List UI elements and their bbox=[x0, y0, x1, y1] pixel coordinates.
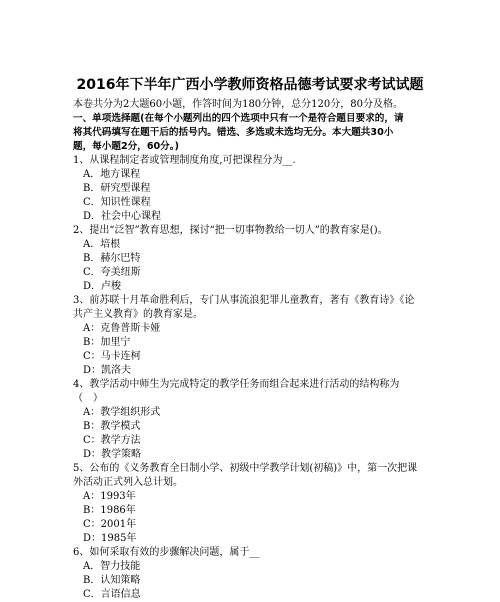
question-4-option-b: B：教学模式 bbox=[83, 421, 141, 432]
question-3-stem-line-1: 3、前苏联十月革命胜利后，专门从事流浪犯罪儿童教育，著有《教育诗》《论 bbox=[73, 295, 415, 306]
question-1-option-d: D．社会中心课程 bbox=[83, 211, 162, 222]
question-6-option-a: A．智力技能 bbox=[83, 561, 141, 572]
question-2-option-a: A．培根 bbox=[83, 239, 121, 250]
page-title: 2016年下半年广西小学教师资格品德考试要求考试试题 bbox=[76, 77, 424, 93]
question-2-option-b: B．赫尔巴特 bbox=[83, 253, 141, 264]
question-4-stem-line-1: 4、教学活动中师生为完成特定的教学任务而组合起来进行活动的结构称为 bbox=[73, 379, 400, 390]
question-6-option-c: C．言语信息 bbox=[83, 589, 141, 600]
question-3-option-c: C：马卡连柯 bbox=[83, 351, 141, 362]
question-6-option-b: B．认知策略 bbox=[83, 575, 141, 586]
question-5-option-b: B：1986年 bbox=[83, 505, 136, 516]
question-1-stem: 1、从课程制定者或管理制度角度,可把课程分为__. bbox=[73, 155, 296, 166]
question-4-option-a: A：教学组织形式 bbox=[83, 407, 161, 418]
question-3-option-d: D：凯洛夫 bbox=[83, 365, 132, 376]
question-4-option-d: D：教学策略 bbox=[83, 449, 142, 460]
question-6-stem: 6、如何采取有效的步骤解决问题，属于__ bbox=[73, 547, 260, 558]
question-5-option-d: D：1985年 bbox=[83, 533, 137, 544]
section-heading-line-2: 将其代码填写在题干后的括号内。错选、多选或未选均无分。本大题共30小 bbox=[73, 127, 394, 138]
question-5-option-a: A：1993年 bbox=[83, 491, 136, 502]
question-1-option-b: B．研究型课程 bbox=[83, 183, 151, 194]
section-heading-line-3: 题，每小题2分，60分。) bbox=[73, 141, 179, 152]
question-3-option-b: B：加里宁 bbox=[83, 337, 131, 348]
question-2-option-d: D．卢梭 bbox=[83, 281, 122, 292]
question-2-option-c: C．夸美纽斯 bbox=[83, 267, 141, 278]
question-1-option-a: A．地方课程 bbox=[83, 169, 141, 180]
question-5-stem-line-2: 外活动正式列入总计划。 bbox=[73, 477, 183, 488]
question-4-stem-line-2: （ ） bbox=[73, 393, 103, 404]
question-2-stem: 2、提出“泛智”教育思想，探讨“把一切事物教给一切人”的教育家是()。 bbox=[73, 225, 388, 236]
question-3-option-a: A：克鲁普斯卡娅 bbox=[83, 323, 161, 334]
question-3-stem-line-2: 共产主义教育》的教育家是。 bbox=[73, 309, 203, 320]
question-4-option-c: C：教学方法 bbox=[83, 435, 141, 446]
question-1-option-c: C．知识性课程 bbox=[83, 197, 151, 208]
question-5-stem-line-1: 5、公布的《义务教育全日制小学、初级中学教学计划(初稿)》中，第一次把课 bbox=[73, 463, 418, 474]
question-5-option-c: C：2001年 bbox=[83, 519, 137, 530]
intro-text: 本卷共分为2大题60小题，作答时间为180分钟，总分120分，80分及格。 bbox=[73, 99, 403, 110]
section-heading-line-1: 一、单项选择题(在每个小题列出的四个选项中只有一个是符合题目要求的，请 bbox=[73, 113, 404, 124]
